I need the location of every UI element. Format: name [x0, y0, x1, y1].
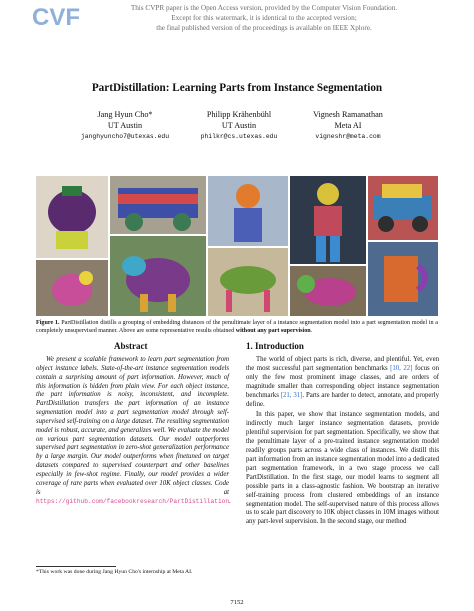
caption-period: . — [310, 328, 313, 335]
author-email[interactable]: philkr@cs.utexas.edu — [200, 133, 278, 140]
footnote: *This work was done during Jang Hyun Cho's internship at Meta AI. — [36, 569, 193, 575]
result-bird — [36, 260, 108, 316]
teaser-figure — [36, 176, 438, 316]
intro-text: focus on only the few most prominent image classes, and are orders of magnitude smaller than corresponding object instance segmentation benchmarks — [246, 364, 439, 399]
author-email[interactable]: janghyuncho7@utexas.edu — [80, 133, 170, 140]
result-truck — [110, 176, 206, 234]
author-name: Vignesh Ramanathan — [313, 110, 383, 119]
caption-emphasis: without any part supervision — [235, 328, 311, 335]
introduction-body — [246, 356, 439, 529]
cvf-logo-text: CVF — [32, 4, 80, 29]
intro-paragraph: In this paper, we show that instance segmentation models, and indirectly much larger instance segmentation datasets, provide plentiful supervision for part segmentation. Specifically, we show that the penultimate layer of a pre-trained instance segmentation model readily groups parts across a wide class of instances. We distill this part information from an instance segmentation model into a dedicated part segmentation framework, in a two stage process we call PartDistillation. In the first stage, our model learns to segment all possible parts in a class-agnostic fashion. We bootstrap an iterative self-training process from clustered embeddings of an instance segmentation model. The self-supervised nature of this process allows us to scale part discovery to 10K object classes in 10M images without any part-level supervision. In the second stage, our method — [246, 411, 439, 526]
abstract-heading: Abstract — [114, 341, 148, 351]
code-link[interactable]: https://github.com/facebookresearch/PartDistillation — [36, 497, 230, 505]
result-horse — [208, 248, 288, 316]
paper-title: PartDistillation: Learning Parts from Instance Segmentation — [91, 82, 383, 94]
result-statue — [208, 176, 288, 246]
citation-link[interactable]: [21, 31] — [280, 391, 303, 399]
abstract-text: We present a scalable framework to learn part segmentation from object instance labels. State-of-the-art instance segmentation models contain a surprising amount of part information. However, much of this information is hidden from plain view. For each object instance, the part information is noisy, inconsistent, and incomplete. PartDistillation transfers the part information of an instance segmentation model into a part segmentation model through self-supervised self-training on a large dataset. The resulting segmentation model is robust, accurate, and generalizes well. We evaluate the model on various part segmentation datasets. Our model outperforms supervised part segmentation in zero-shot generalization performance by a large margin. Our model outperforms when finetuned on target datasets compared to supervised counterpart and other baselines especially in few-shot regime. Finally, our model provides a wider coverage of rare parts when evaluated over 10K object classes. Code is at — [36, 356, 229, 496]
result-car — [368, 176, 438, 240]
abstract-end: . — [229, 497, 231, 505]
intro-text: . Parts are harder to detect, annotate, and properly define. — [246, 391, 439, 408]
author-name: Philipp Krähenbühl — [206, 110, 272, 119]
author-block — [283, 109, 413, 142]
caption-text: PartDistillation distills a grouping of embedding distances of the penultimate layer of a instance segmentation model into a part segmentation model in a completely unsupervised manner. Above are some representative results obtained — [36, 320, 438, 335]
author-affiliation: UT Austin — [107, 121, 143, 130]
abstract-body — [36, 356, 229, 506]
author-block — [60, 109, 190, 142]
footnote-divider — [36, 566, 116, 567]
author-affiliation: UT Austin — [221, 121, 257, 130]
citation-link[interactable]: [10, 22] — [390, 364, 413, 372]
watermark-line: This CVPR paper is the Open Access version, provided by the Computer Vision Foundation. — [130, 4, 398, 12]
figure-label: Figure 1. — [36, 320, 60, 326]
result-mug — [368, 242, 438, 316]
watermark-line: Except for this watermark, it is identical to the accepted version; — [171, 14, 357, 22]
intro-paragraph — [246, 356, 439, 409]
author-email[interactable]: vigneshr@meta.com — [315, 133, 381, 140]
page-number: 7152 — [230, 599, 244, 606]
figure-caption — [36, 319, 438, 336]
author-affiliation: Meta AI — [334, 121, 362, 130]
result-teapot — [36, 176, 108, 258]
result-animal — [110, 236, 206, 316]
result-person — [290, 176, 366, 264]
watermark-line: the final published version of the proceedings is available on IEEE Xplore. — [156, 24, 372, 32]
introduction-heading: 1. Introduction — [246, 341, 304, 351]
result-dog — [290, 266, 366, 316]
author-name: Jang Hyun Cho* — [97, 110, 153, 119]
cvf-logo — [30, 3, 82, 29]
intro-text: The world of object parts is rich, diverse, and plentiful. Yet, even the most successful part segmentation benchmarks — [246, 356, 439, 372]
open-access-watermark — [84, 3, 444, 33]
